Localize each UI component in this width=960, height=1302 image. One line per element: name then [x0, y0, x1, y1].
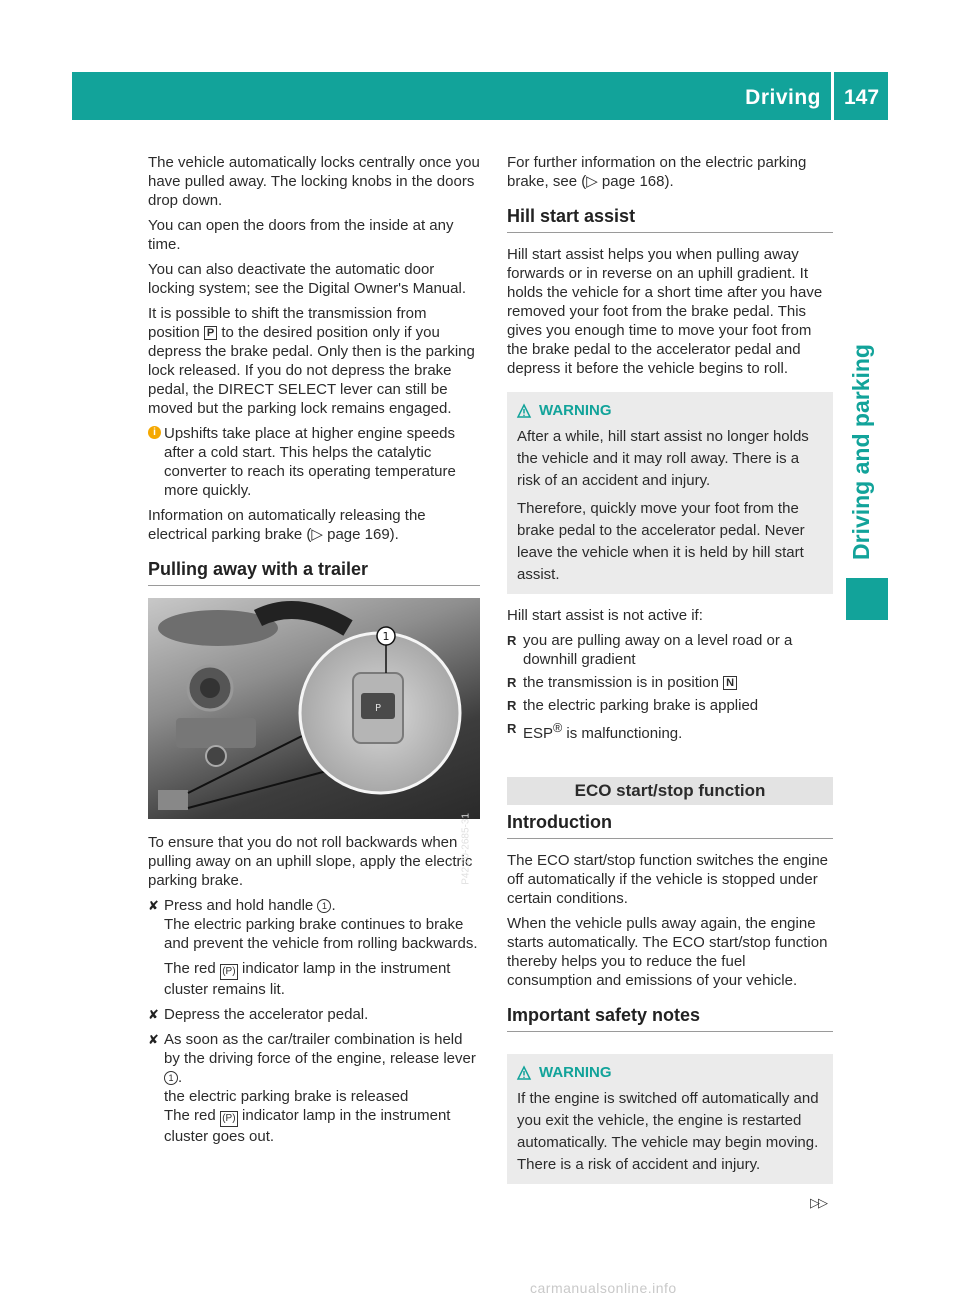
warning-triangle-icon — [517, 1066, 531, 1080]
paragraph: Information on automatically releasing the electrical parking brake (▷ page 169). — [148, 507, 426, 543]
paragraph — [148, 304, 480, 418]
info-note — [148, 424, 480, 500]
warning-triangle-icon — [517, 404, 531, 418]
warning-text: Therefore, quickly move your foot from the brake pedal to the accelerator pedal. Never leave the vehicle when it is held by hill start assist. — [517, 500, 805, 583]
section-heading: Introduction — [507, 813, 833, 839]
parking-brake-lamp-icon: (P) — [220, 1111, 238, 1127]
instruction-step — [148, 1005, 480, 1024]
registered-mark: ® — [553, 721, 563, 735]
svg-text:1: 1 — [382, 630, 390, 643]
header-separator — [831, 72, 834, 120]
list-item — [507, 631, 833, 669]
step-arrow-icon: ✘ — [148, 1032, 159, 1047]
paragraph: Hill start assist helps you when pulling away forwards or in reverse on an uphill gradient. It holds the vehicle for a short time after you have removed your foot from the brake pedal. This gives you enough time to move your foot from the brake pedal to the accelerator pedal and depress it before the vehicle begins to roll. — [507, 246, 823, 377]
text-run: Depress the accelerator pedal. — [164, 1006, 369, 1023]
text-run: you are pulling away on a level road or a downhill gradient — [523, 632, 793, 668]
warning-header — [517, 1062, 825, 1084]
paragraph: You can open the doors from the inside at any time. — [148, 217, 454, 253]
step-result — [164, 1106, 480, 1146]
instruction-step — [148, 896, 480, 999]
list-item — [507, 719, 833, 743]
left-column — [148, 153, 480, 1152]
parking-brake-lamp-icon: (P) — [220, 964, 238, 980]
text-run: indicator lamp in the instrument cluster remains lit. — [164, 960, 451, 998]
step-result: the electric parking brake is released — [164, 1088, 409, 1105]
figure-code: P42.20-2685-31 — [461, 813, 472, 885]
warning-title: WARNING — [539, 1064, 612, 1081]
step-arrow-icon: ✘ — [148, 1007, 159, 1022]
side-tab-label: Driving and parking — [848, 344, 874, 560]
text-run: The red — [164, 1107, 220, 1124]
section-heading: Pulling away with a trailer — [148, 560, 480, 586]
callout-1-icon: 1 — [164, 1071, 178, 1085]
paragraph: The ECO start/stop function switches the engine off automatically if the vehicle is stopped under certain conditions. — [507, 852, 828, 907]
text-run: to the desired position only if you depress the brake pedal. Only then is the parking lock released. If you do not depress the brake pedal, the DIRECT SELECT lever can still be moved but the parking lock remains engaged. — [148, 324, 475, 417]
text-run: the transmission is in position — [523, 674, 724, 691]
text-run: As soon as the car/trailer combination is held by the driving force of the engine, release lever — [164, 1031, 476, 1067]
chapter-heading: ECO start/stop function — [507, 777, 833, 805]
paragraph: You can also deactivate the automatic door locking system; see the Digital Owner's Manual. — [148, 261, 466, 297]
section-title: Driving — [745, 86, 821, 109]
bullet-icon: R — [507, 633, 517, 648]
info-icon: i — [148, 426, 161, 439]
gear-n-symbol: N — [723, 676, 737, 690]
svg-text:P: P — [374, 703, 382, 714]
warning-box — [507, 392, 833, 594]
warning-text: After a while, hill start assist no longer holds the vehicle and it may roll away. There is a risk of an accident and injury. — [517, 428, 809, 489]
text-run: . — [178, 1069, 183, 1086]
step-result: The electric parking brake continues to brake and prevent the vehicle from rolling backwards. — [164, 916, 478, 952]
section-heading: Hill start assist — [507, 207, 833, 233]
text-run: the electric parking brake is applied — [523, 697, 759, 714]
text-run: The red — [164, 960, 220, 977]
dashboard-illustration — [148, 598, 480, 819]
text-run: indicator lamp in the instrument cluster goes out. — [164, 1107, 451, 1145]
side-tab-marker — [846, 578, 888, 620]
side-tab — [846, 300, 876, 560]
watermark: carmanualsonline.info — [530, 1280, 677, 1296]
warning-box — [507, 1054, 833, 1184]
paragraph: When the vehicle pulls away again, the engine starts automatically. The ECO start/stop function thereby helps you to reduce the fuel consumption and emissions of your vehicle. — [507, 915, 828, 989]
step-arrow-icon: ✘ — [148, 898, 159, 913]
bullet-icon: R — [507, 721, 517, 736]
paragraph: Hill start assist is not active if: — [507, 607, 703, 624]
paragraph: For further information on the electric parking brake, see (▷ page 168). — [507, 154, 807, 190]
warning-header — [517, 400, 825, 422]
bullet-icon: R — [507, 698, 517, 713]
section-heading: Important safety notes — [507, 1006, 833, 1032]
text-run: is malfunctioning. — [562, 725, 683, 742]
text-run: It is possible to shift the transmission from position — [148, 305, 427, 341]
warning-title: WARNING — [539, 402, 612, 419]
paragraph: The vehicle automatically locks centrally once you have pulled away. The locking knobs in the doors drop down. — [148, 154, 480, 209]
page-number: 147 — [844, 86, 880, 109]
list-item — [507, 696, 833, 715]
text-run: Press and hold handle — [164, 897, 318, 914]
warning-text: If the engine is switched off automatically and you exit the vehicle, the engine is restarted automatically. The vehicle may begin moving. There is a risk of accident and injury. — [517, 1090, 819, 1173]
bullet-icon: R — [507, 675, 517, 690]
text-run: ESP — [523, 725, 554, 742]
continue-mark: ▷▷ — [810, 1195, 826, 1210]
paragraph: To ensure that you do not roll backwards when pulling away on an uphill slope, apply the electric parking brake. — [148, 834, 473, 889]
callout-1-icon: 1 — [317, 899, 331, 913]
list-item — [507, 673, 833, 692]
right-column — [507, 153, 833, 1196]
gear-p-symbol: P — [204, 326, 217, 340]
info-note-text: Upshifts take place at higher engine speeds after a cold start. This helps the catalytic converter to reach its operating temperature more quickly. — [164, 425, 456, 499]
text-run: . — [331, 897, 336, 914]
step-result — [164, 959, 480, 999]
instruction-step — [148, 1030, 480, 1146]
